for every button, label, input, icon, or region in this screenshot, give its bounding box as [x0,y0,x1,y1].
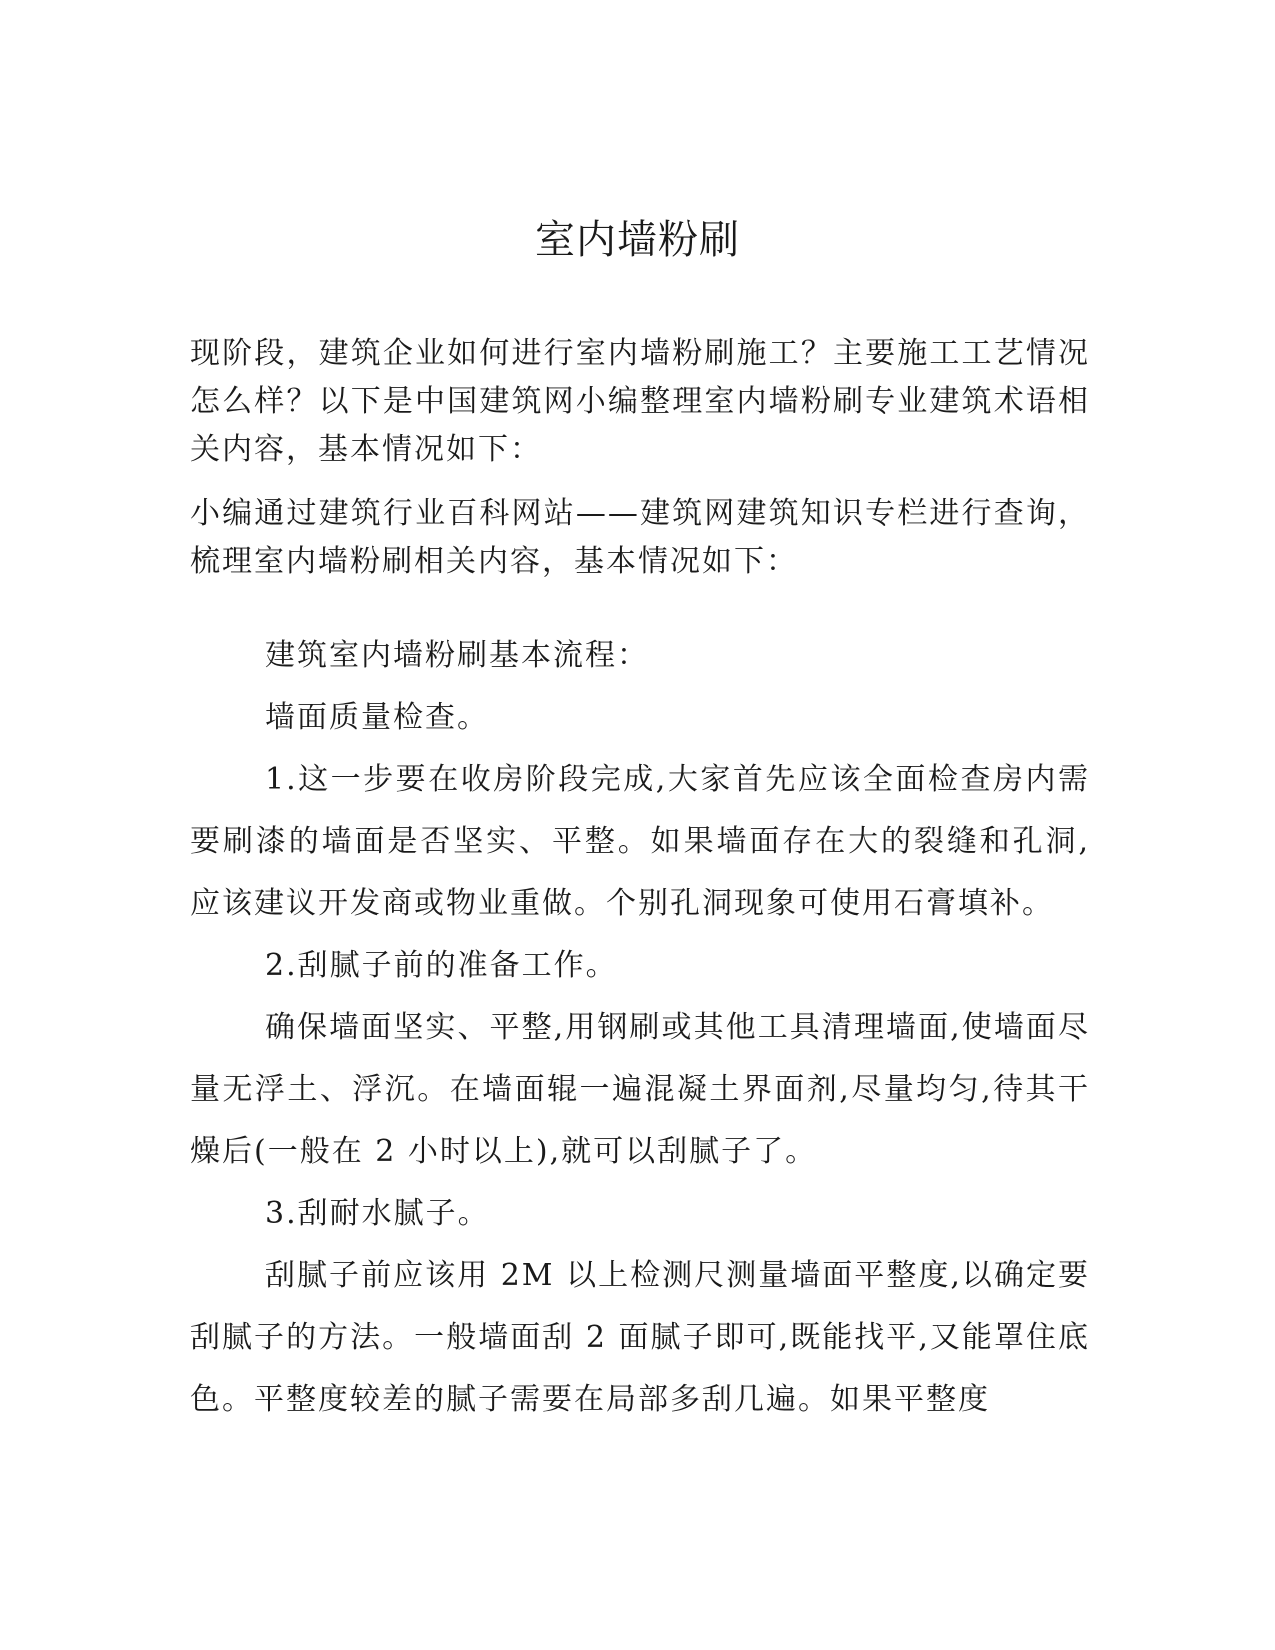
body-paragraph: 建筑室内墙粉刷基本流程： [265,638,649,673]
document-body [190,625,1090,1431]
body-paragraph: 2.刮腻子前的准备工作。 [265,948,618,983]
document-title: 室内墙粉刷 [535,217,740,263]
body-paragraph: 墙面质量检查。 [265,700,489,735]
intro-paragraph-1: 现阶段，建筑企业如何进行室内墙粉刷施工？主要施工工艺情况怎么样？以下是中国建筑网小编整理室内墙粉刷专业建筑术语相关内容，基本情况如下： [190,336,1090,467]
intro-paragraph-2: 小编通过建筑行业百科网站——建筑网建筑知识专栏进行查询，梳理室内墙粉刷相关内容，基本情况如下： [190,496,1090,579]
body-paragraph: 3.刮耐水腻子。 [265,1196,490,1231]
body-paragraph: 确保墙面坚实、平整,用钢刷或其他工具清理墙面,使墙面尽量无浮土、浮沉。在墙面辊一遍混凝土界面剂,尽量均匀,待其干燥后(一般在 2 小时以上),就可以刮腻子了。 [190,1010,1090,1169]
body-paragraph: 刮腻子前应该用 2M 以上检测尺测量墙面平整度,以确定要刮腻子的方法。一般墙面刮 2 面腻子即可,既能找平,又能罩住底色。平整度较差的腻子需要在局部多刮几遍。如果平整度 [190,1258,1090,1417]
body-paragraph: 1.这一步要在收房阶段完成,大家首先应该全面检查房内需要刷漆的墙面是否坚实、平整。如果墙面存在大的裂缝和孔洞,应该建议开发商或物业重做。个别孔洞现象可使用石膏填补。 [190,762,1090,921]
